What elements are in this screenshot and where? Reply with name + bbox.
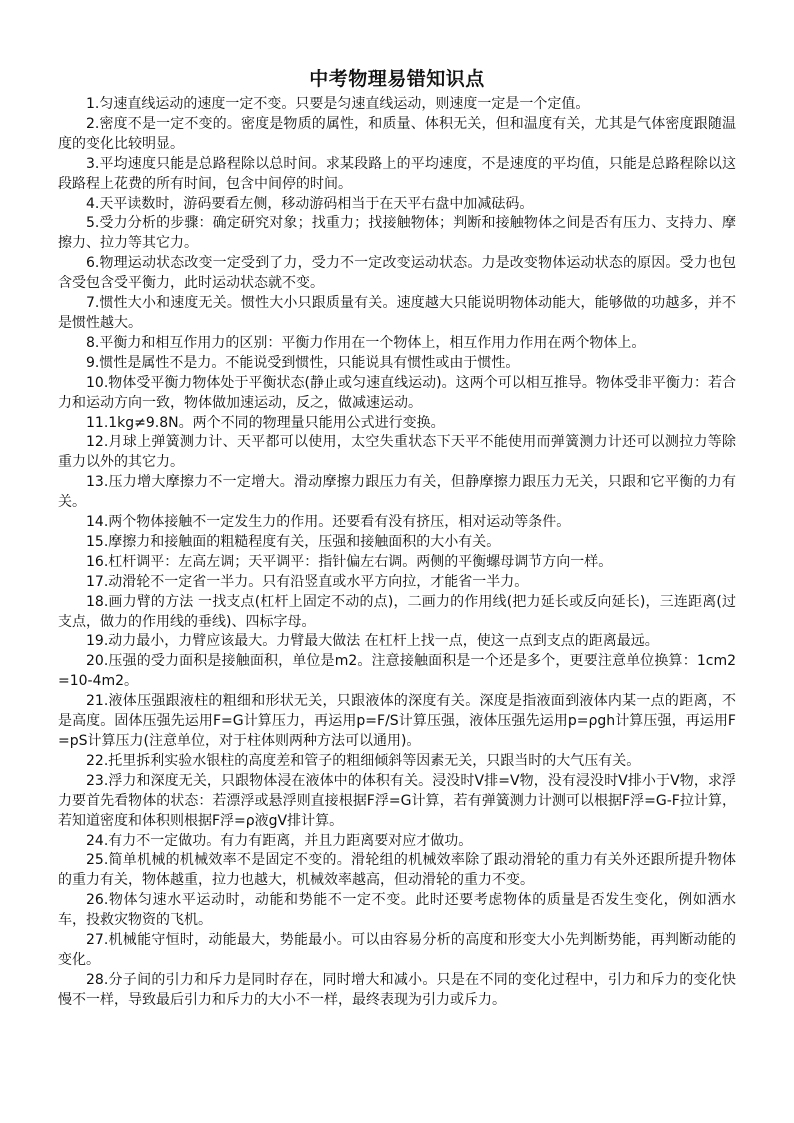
knowledge-point-11: 11.1kg≠9.8N。两个不同的物理量只能用公式进行变换。 <box>86 414 445 431</box>
knowledge-point-26: 26.物体匀速水平运动时，动能和势能不一定不变。此时还要考虑物体的质量是否发生变化，例如洒水车，投救灾物资的飞机。 <box>58 892 736 929</box>
knowledge-point-4: 4.天平读数时，游码要看左侧，移动游码相当于在天平右盘中加减砝码。 <box>86 195 534 212</box>
knowledge-point-1: 1.匀速直线运动的速度一定不变。只要是匀速直线运动，则速度一定是一个定值。 <box>86 96 590 112</box>
document-title: 中考物理易错知识点 <box>309 68 485 90</box>
knowledge-point-7: 7.惯性大小和速度无关。惯性大小只跟质量有关。速度越大只能说明物体动能大，能够做的功越多，并不是惯性越大。 <box>58 295 736 331</box>
knowledge-point-23: 23.浮力和深度无关，只跟物体浸在液体中的体积有关。浸没时V排=V物，没有浸没时V排小于V物，求浮力要首先看物体的状态：若漂浮或悬浮则直接根据F浮=G计算，若有弹簧测力计测可以根据F浮=G-F拉计算，若知道密度和体积则根据F浮=ρ液gV排计算。 <box>58 772 736 829</box>
knowledge-point-22: 22.托里拆利实验水银柱的高度差和管子的粗细倾斜等因素无关，只跟当时的大气压有关。 <box>86 752 641 769</box>
knowledge-point-9: 9.惯性是属性不是力。不能说受到惯性，只能说具有惯性或由于惯性。 <box>86 354 520 371</box>
knowledge-point-25: 25.简单机械的机械效率不是固定不变的。滑轮组的机械效率除了跟动滑轮的重力有关外还跟所提升物体的重力有关，物体越重，拉力也越大，机械效率越高，但动滑轮的重力不变。 <box>58 852 736 889</box>
knowledge-point-10: 10.物体受平衡力物体处于平衡状态(静止或匀速直线运动)。这两个可以相互推导。物体受非平衡力：若合力和运动方向一致，物体做加速运动，反之，做减速运动。 <box>58 374 736 411</box>
knowledge-point-21: 21.液体压强跟液柱的粗细和形状无关，只跟液体的深度有关。深度是指液面到液体内某一点的距离，不是高度。固体压强先运用F=G计算压力，再运用p=F/S计算压强，液体压强先运用p=ρgh计算压强，再运用F=pS计算压力(注意单位，对于柱体则两种方法可以通用)。 <box>58 693 736 749</box>
knowledge-point-18: 18.画力臂的方法 一找支点(杠杆上固定不动的点)，二画力的作用线(把力延长或反向延长)，三连距离(过支点，做力的作用线的垂线)、四标字母。 <box>58 593 736 630</box>
knowledge-point-13: 13.压力增大摩擦力不一定增大。滑动摩擦力跟压力有关，但静摩擦力跟压力无关，只跟和它平衡的力有关。 <box>58 474 736 511</box>
knowledge-point-14: 14.两个物体接触不一定发生力的作用。还要看有没有挤压，相对运动等条件。 <box>86 514 571 531</box>
knowledge-point-5: 5.受力分析的步骤：确定研究对象；找重力；找接触物体；判断和接触物体之间是否有压力、支持力、摩擦力、拉力等其它力。 <box>58 215 736 252</box>
knowledge-point-19: 19.动力最小，力臂应该最大。力臂最大做法 在杠杆上找一点，使这一点到支点的距离最远。 <box>86 633 659 650</box>
knowledge-point-16: 16.杠杆调平：左高左调；天平调平：指针偏左右调。两侧的平衡螺母调节方向一样。 <box>86 553 613 570</box>
knowledge-point-8: 8.平衡力和相互作用力的区别：平衡力作用在一个物体上，相互作用力作用在两个物体上。 <box>86 334 646 351</box>
knowledge-point-17: 17.动滑轮不一定省一半力。只有沿竖直或水平方向拉，才能省一半力。 <box>86 573 529 590</box>
knowledge-point-28: 28.分子间的引力和斥力是同时存在，同时增大和减小。只是在不同的变化过程中，引力和斥力的变化快慢不一样，导致最后引力和斥力的大小不一样，最终表现为引力或斥力。 <box>58 971 736 1008</box>
knowledge-point-27: 27.机械能守恒时，动能最大，势能最小。可以由容易分析的高度和形变大小先判断势能，再判断动能的变化。 <box>58 932 736 968</box>
knowledge-point-3: 3.平均速度只能是总路程除以总时间。求某段路上的平均速度，不是速度的平均值，只能是总路程除以这段路程上花费的所有时间，包含中间停的时间。 <box>58 155 736 192</box>
knowledge-point-24: 24.有力不一定做功。有力有距离，并且力距离要对应才做功。 <box>86 832 473 849</box>
knowledge-point-2: 2.密度不是一定不变的。密度是物质的属性，和质量、体积无关，但和温度有关，尤其是气体密度跟随温度的变化比较明显。 <box>58 115 736 152</box>
knowledge-point-12: 12.月球上弹簧测力计、天平都可以使用，太空失重状态下天平不能使用而弹簧测力计还可以测拉力等除重力以外的其它力。 <box>58 434 736 471</box>
knowledge-point-20: 20.压强的受力面积是接触面积，单位是m2。注意接触面积是一个还是多个，更要注意单位换算：1cm2=10-4m2。 <box>58 653 736 690</box>
knowledge-point-15: 15.摩擦力和接触面的粗糙程度有关，压强和接触面积的大小有关。 <box>86 533 501 550</box>
knowledge-point-6: 6.物理运动状态改变一定受到了力，受力不一定改变运动状态。力是改变物体运动状态的原因。受力也包含受包含受平衡力，此时运动状态就不变。 <box>58 255 736 292</box>
